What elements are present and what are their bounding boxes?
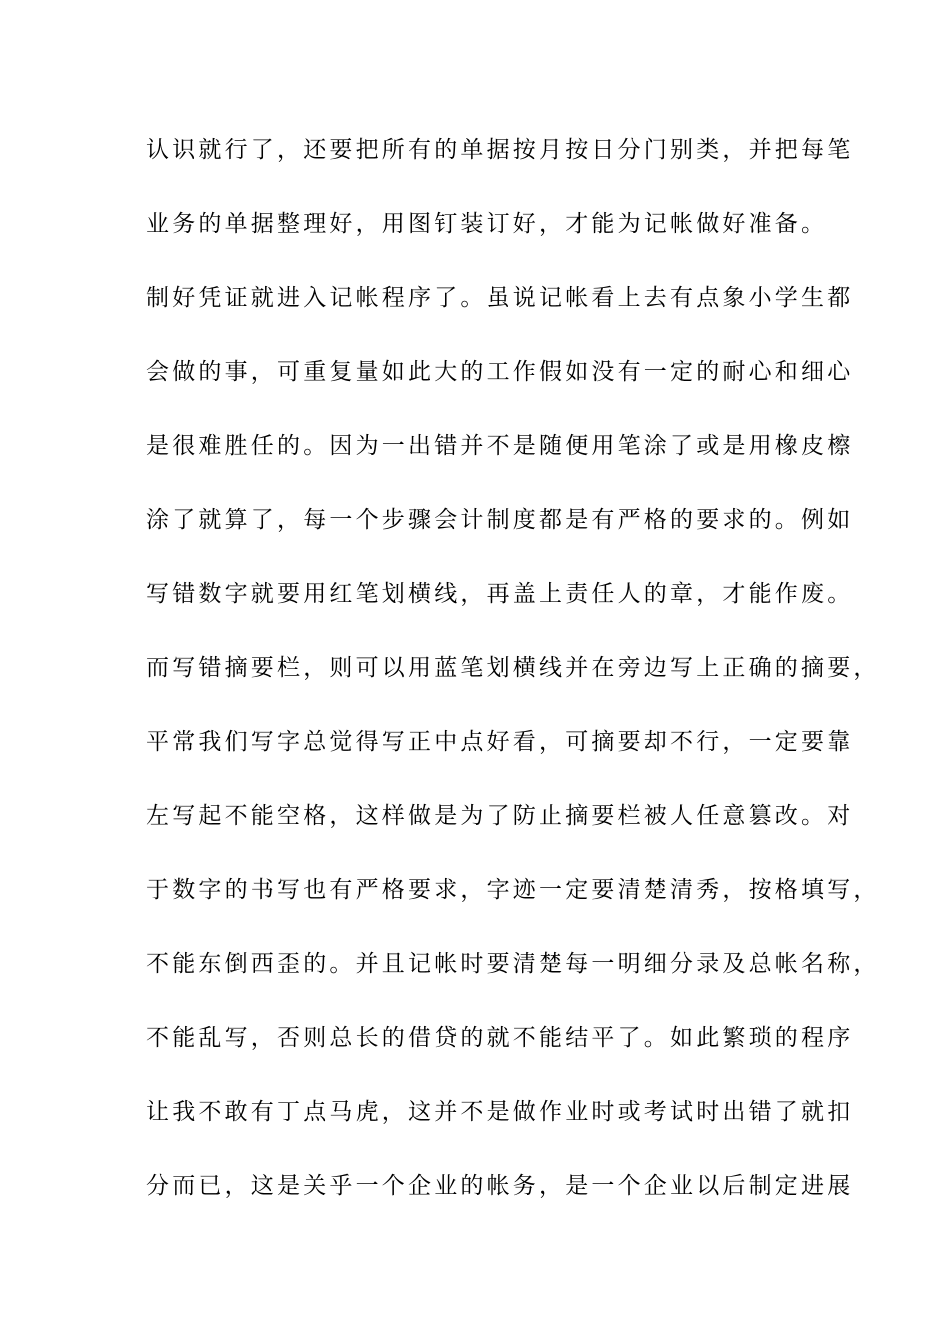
text-line: 认识就行了，还要把所有的单据按月按日分门别类，并把每笔 xyxy=(146,137,854,163)
text-line: 让我不敢有丁点马虎，这并不是做作业时或考试时出错了就扣 xyxy=(146,1099,854,1125)
text-line: 不能东倒西歪的。并且记帐时要清楚每一明细分录及总帐名称， xyxy=(146,951,880,977)
text-line: 涂了就算了，每一个步骤会计制度都是有严格的要求的。例如 xyxy=(146,507,854,533)
text-line: 平常我们写字总觉得写正中点好看，可摘要却不行，一定要靠 xyxy=(146,729,854,755)
text-line: 是很难胜任的。因为一出错并不是随便用笔涂了或是用橡皮檫 xyxy=(146,433,854,459)
text-line: 会做的事，可重复量如此大的工作假如没有一定的耐心和细心 xyxy=(146,359,854,385)
text-line: 分而已，这是关乎一个企业的帐务，是一个企业以后制定进展 xyxy=(146,1173,854,1199)
text-line: 左写起不能空格，这样做是为了防止摘要栏被人任意篡改。对 xyxy=(146,803,854,829)
text-line: 不能乱写，否则总长的借贷的就不能结平了。如此繁琐的程序 xyxy=(146,1025,854,1051)
text-line: 业务的单据整理好，用图钉装订好，才能为记帐做好准备。 xyxy=(146,211,828,237)
text-line: 写错数字就要用红笔划横线，再盖上责任人的章，才能作废。 xyxy=(146,581,854,607)
text-line: 而写错摘要栏，则可以用蓝笔划横线并在旁边写上正确的摘要， xyxy=(146,655,880,681)
text-line: 制好凭证就进入记帐程序了。虽说记帐看上去有点象小学生都 xyxy=(146,285,854,311)
text-line: 于数字的书写也有严格要求，字迹一定要清楚清秀，按格填写， xyxy=(146,877,880,903)
